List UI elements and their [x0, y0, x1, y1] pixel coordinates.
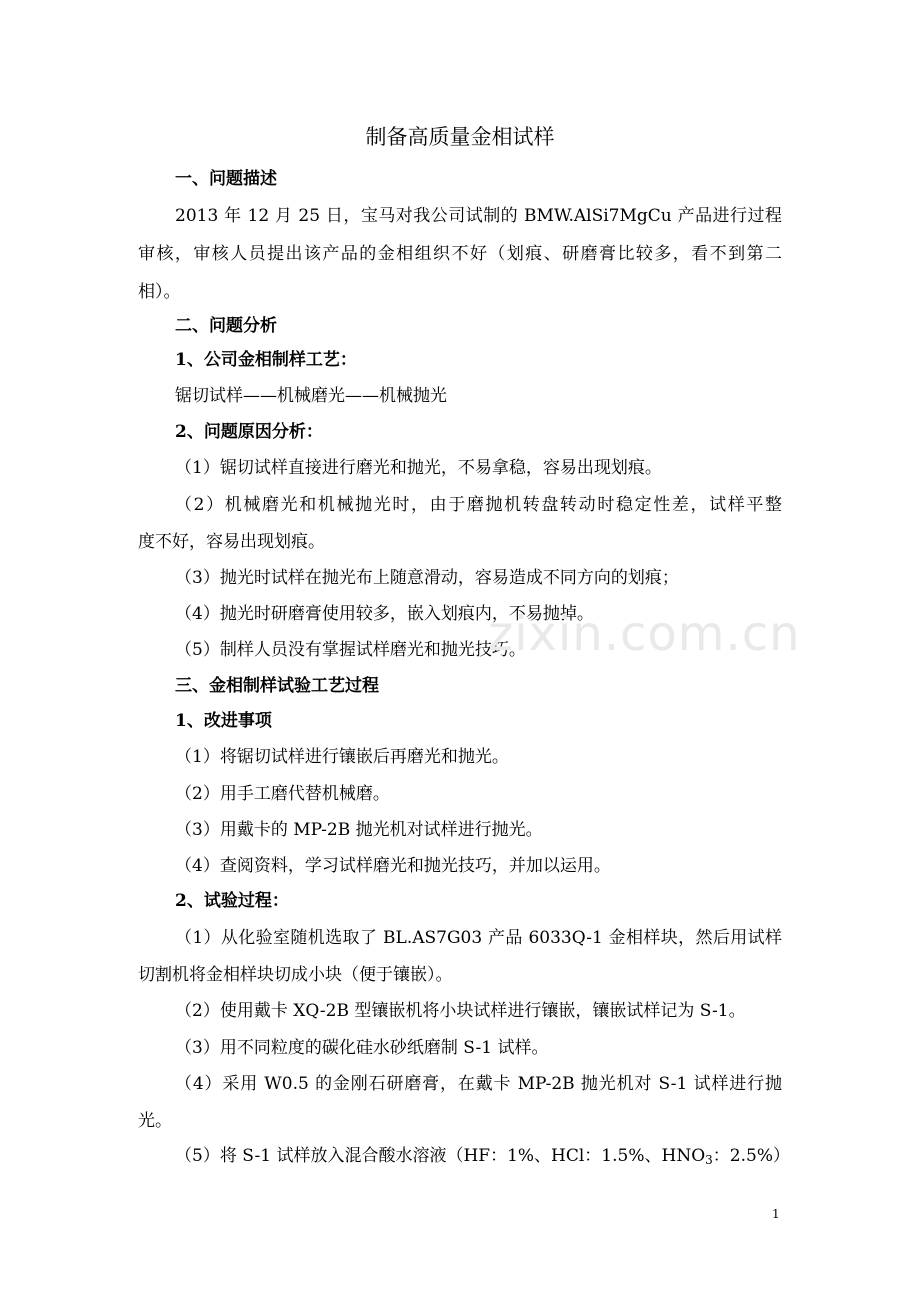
paragraph-line: 2013 年 12 月 25 日，宝马对我公司试制的 BMW.AlSi7MgCu 产品进行过程 — [175, 206, 782, 226]
list-item: （1）将锯切试样进行镶嵌后再磨光和抛光。 — [175, 747, 509, 767]
section-heading-test-process: 三、金相制样试验工艺过程 — [175, 676, 379, 696]
paragraph-line: 审核，审核人员提出该产品的金相组织不好（划痕、研磨膏比较多，看不到第二 — [138, 244, 782, 264]
list-item: （3）抛光时试样在抛光布上随意滑动，容易造成不同方向的划痕； — [175, 568, 679, 588]
subheading-process: 1、公司金相制样工艺： — [175, 350, 357, 370]
list-item: （1）从化验室随机选取了 BL.AS7G03 产品 6033Q-1 金相样块，然后用试样 — [175, 928, 782, 948]
list-item-continuation: 度不好，容易出现划痕。 — [138, 532, 325, 552]
list-item-continuation: 切割机将金相样块切成小块（便于镶嵌）。 — [138, 965, 453, 985]
step5-text: （5）将 S-1 试样放入混合酸水溶液（HF：1%、HCl：1.5%、HNO — [175, 1146, 706, 1166]
document-title: 制备高质量金相试样 — [365, 125, 555, 149]
subscript-3: 3 — [705, 1153, 713, 1167]
section-heading-problem-analysis: 二、问题分析 — [175, 316, 277, 336]
list-item: （5）制样人员没有掌握试样磨光和抛光技巧。 — [175, 640, 526, 660]
subheading-improvements: 1、改进事项 — [175, 711, 272, 731]
list-item-continuation: 光。 — [138, 1111, 172, 1131]
section-heading-problem-description: 一、问题描述 — [175, 169, 277, 189]
step5-text-end: ：2.5%） — [712, 1146, 790, 1166]
paragraph-line: 相）。 — [138, 282, 181, 302]
list-item: （3）用不同粒度的碳化硅水砂纸磨制 S-1 试样。 — [175, 1038, 549, 1058]
list-item: （2）使用戴卡 XQ-2B 型镶嵌机将小块试样进行镶嵌，镶嵌试样记为 S-1。 — [175, 1001, 746, 1021]
list-item: （4）抛光时研磨膏使用较多，嵌入划痕内，不易抛掉。 — [175, 604, 594, 624]
list-item — [175, 1141, 790, 1171]
list-item: （4）采用 W0.5 的金刚石研磨膏，在戴卡 MP-2B 抛光机对 S-1 试样进行抛 — [175, 1074, 782, 1094]
list-item: （1）锯切试样直接进行磨光和抛光，不易拿稳，容易出现划痕。 — [175, 458, 662, 478]
subheading-test-steps: 2、试验过程： — [175, 891, 289, 911]
list-item: （3）用戴卡的 MP-2B 抛光机对试样进行抛光。 — [175, 820, 543, 840]
page-number: 1 — [772, 1207, 780, 1221]
list-item: （2）机械磨光和机械抛光时，由于磨抛机转盘转动时稳定性差，试样平整 — [175, 495, 782, 515]
process-line: 锯切试样——机械磨光——机械抛光 — [175, 386, 447, 406]
list-item: （4）查阅资料，学习试样磨光和抛光技巧，并加以运用。 — [175, 856, 611, 876]
subheading-cause-analysis: 2、问题原因分析： — [175, 422, 323, 442]
list-item: （2）用手工磨代替机械磨。 — [175, 784, 390, 804]
watermark: zixin.com.cn — [488, 606, 801, 662]
